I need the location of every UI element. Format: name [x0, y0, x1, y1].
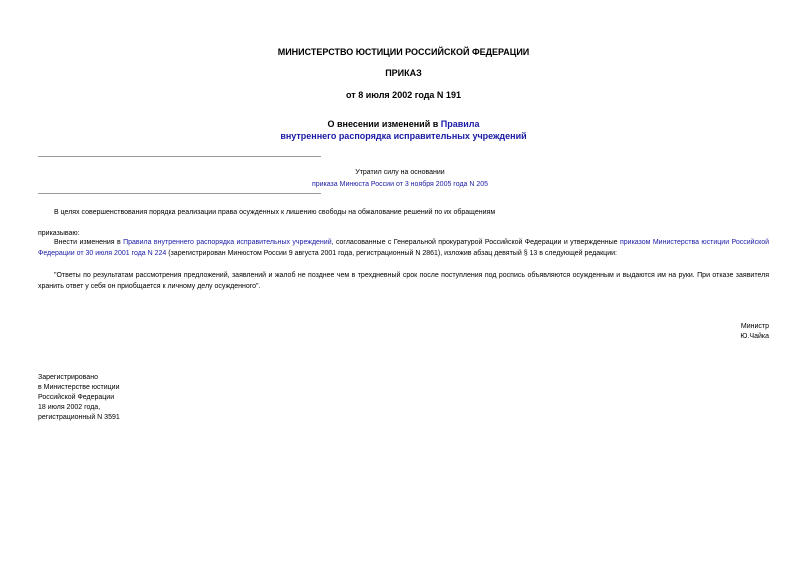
doc-type-heading: ПРИКАЗ [385, 68, 422, 78]
amendment-paragraph [38, 237, 769, 259]
rules-link[interactable]: Правила внутреннего распорядка исправительных учреждений [123, 239, 332, 246]
ministry-heading: МИНИСТЕРСТВО ЮСТИЦИИ РОССИЙСКОЙ ФЕДЕРАЦИИ [277, 47, 530, 57]
signature-name: Ю.Чайка [740, 333, 769, 340]
void-note-line [300, 179, 500, 190]
title-line-2 [0, 131, 807, 141]
title-prefix: О внесении изменений в [327, 119, 441, 129]
registration-line: в Министерстве юстиции [38, 384, 120, 391]
amendment-text-c: (зарегистрирован Минюстом России 9 августа 2001 года, регистрационный N 2861), изложив абзац девятый § 13 в следующей редакции: [166, 250, 617, 257]
void-note-text: Утратил силу на основании [355, 169, 445, 176]
divider-top [38, 156, 321, 157]
registration-line: Российской Федерации [38, 394, 115, 401]
order-word: приказываю: [38, 230, 80, 237]
divider-bottom [38, 193, 321, 194]
amendment-text-b: , согласованные с Генеральной прокуратурой Российской Федерации и утвержденные [331, 239, 620, 246]
registration-line: Зарегистрировано [38, 374, 98, 381]
date-number-heading: от 8 июля 2002 года N 191 [346, 90, 461, 100]
title-rules-link[interactable]: Правила [440, 119, 480, 129]
void-order-link[interactable]: приказа Минюста России от 3 ноября 2005 года N 205 [311, 181, 489, 188]
quote-paragraph: "Ответы по результатам рассмотрения предложений, заявлений и жалоб не позднее чем в трехдневный срок после поступления под роспись объявляются осужденным и выдаются им на руки. При отказе заявителя хранить ответ у себя он приобщается к личному делу осужденного". [38, 272, 769, 290]
ministry-order-link[interactable]: приказом Министерства юстиции Российской Федерации от 30 июля 2001 года N 224 [38, 239, 770, 257]
preamble-paragraph: В целях совершенствования порядка реализации права осужденных к лишению свободы на обжалование решений по их обращениям [54, 209, 496, 216]
registration-line: 18 июля 2002 года, [38, 404, 101, 411]
registration-block [38, 372, 238, 422]
signature-position: Министр [740, 323, 769, 330]
title-line-1 [0, 119, 807, 129]
amendment-text-a: Внести изменения в [54, 239, 124, 246]
title-rules-link-cont[interactable]: внутреннего распорядка исправительных учреждений [280, 131, 527, 141]
registration-line: регистрационный N 3591 [38, 414, 120, 421]
